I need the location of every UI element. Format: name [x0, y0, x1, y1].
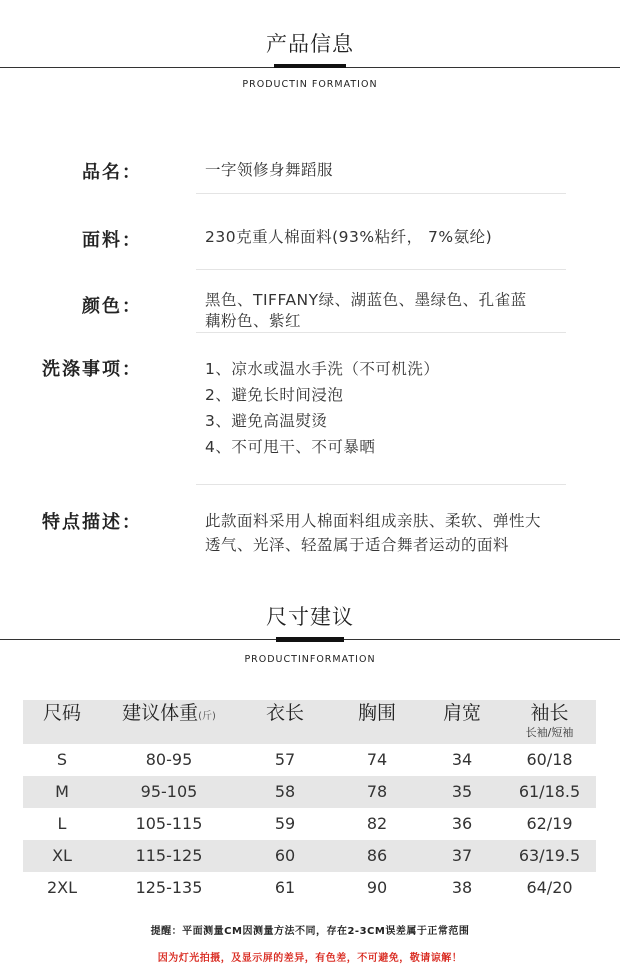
cell-shoulder: 38 [451, 878, 473, 897]
washing-line: 1、凉水或温水手洗（不可机洗） [205, 360, 440, 378]
feature-value [205, 509, 541, 557]
cell-chest: 78 [366, 782, 388, 801]
divider [196, 484, 566, 485]
color-value [205, 290, 527, 332]
cell-shoulder: 34 [451, 750, 473, 769]
cell-length: 60 [274, 846, 296, 865]
washing-line: 4、不可甩干、不可暴晒 [205, 438, 376, 456]
cell-length: 58 [274, 782, 296, 801]
cell-sleeve: 63/19.5 [518, 846, 581, 865]
cell-shoulder: 35 [451, 782, 473, 801]
cell-length: 59 [274, 814, 296, 833]
size-table-header [23, 700, 596, 744]
product-name-label: 品名： [82, 162, 142, 183]
cell-size: L [57, 814, 67, 833]
color-line: 藕粉色、紫红 [205, 312, 302, 330]
table-row [23, 744, 596, 776]
cell-size: S [56, 750, 68, 769]
washing-label: 洗涤事项： [42, 359, 142, 380]
washing-line: 2、避免长时间浸泡 [205, 386, 344, 404]
measurement-note: 提醒：平面测量CM因测量方法不同，存在2-3CM误差属于正常范围 [150, 926, 470, 937]
divider [196, 332, 566, 333]
product-info-subtitle: PRODUCTIN FORMATION [242, 79, 378, 90]
feature-line: 透气、光泽、轻盈属于适合舞者运动的面料 [205, 536, 510, 554]
header-shoulder: 肩宽 [442, 702, 481, 724]
cell-size: XL [52, 846, 72, 865]
product-name-value [205, 159, 333, 181]
cell-length: 61 [274, 878, 296, 897]
header-chest: 胸围 [357, 702, 396, 724]
header-weight-unit: (斤) [198, 711, 216, 722]
feature-label: 特点描述： [42, 512, 142, 533]
divider [196, 193, 566, 194]
cell-size: 2XL [46, 878, 78, 897]
cell-shoulder: 37 [451, 846, 473, 865]
cell-chest: 74 [366, 750, 388, 769]
header-weight [101, 700, 237, 744]
size-section-title: 尺寸建议 [266, 605, 354, 629]
table-row [23, 808, 596, 840]
fabric-line: 230克重人棉面料(93%粘纤， 7%氨纶) [205, 228, 493, 246]
fabric-label: 面料： [82, 230, 142, 251]
cell-chest: 82 [366, 814, 388, 833]
header-weight-label: 建议体重 [122, 702, 199, 724]
cell-chest: 86 [366, 846, 388, 865]
header-sleeve [503, 700, 596, 744]
table-row [23, 872, 596, 904]
cell-length: 57 [274, 750, 296, 769]
cell-size: M [55, 782, 69, 801]
cell-weight: 95-105 [140, 782, 198, 801]
header-length: 衣长 [265, 702, 304, 724]
size-section-accent-bar [276, 637, 344, 642]
cell-weight: 125-135 [135, 878, 203, 897]
product-info-title: 产品信息 [266, 32, 354, 56]
cell-chest: 90 [366, 878, 388, 897]
cell-weight: 105-115 [135, 814, 203, 833]
cell-weight: 115-125 [135, 846, 203, 865]
washing-value [205, 356, 439, 460]
cell-sleeve: 64/20 [526, 878, 573, 897]
divider [196, 269, 566, 270]
color-label: 颜色： [82, 296, 142, 317]
color-disclaimer: 因为灯光拍摄，及显示屏的差异，有色差，不可避免，敬请谅解！ [157, 953, 463, 964]
table-row [23, 840, 596, 872]
washing-line: 3、避免高温熨烫 [205, 412, 328, 430]
product-name-line: 一字领修身舞蹈服 [205, 161, 334, 179]
cell-sleeve: 61/18.5 [518, 782, 581, 801]
header-sleeve-label: 袖长 [530, 702, 569, 724]
product-info-accent-bar [274, 64, 346, 68]
cell-weight: 80-95 [145, 750, 193, 769]
table-row [23, 776, 596, 808]
cell-sleeve: 60/18 [526, 750, 573, 769]
cell-sleeve: 62/19 [526, 814, 573, 833]
header-size: 尺码 [42, 702, 81, 724]
header-sleeve-sub: 长袖/短袖 [525, 726, 574, 739]
fabric-value [205, 226, 492, 248]
color-line: 黑色、TIFFANY绿、湖蓝色、墨绿色、孔雀蓝 [205, 291, 527, 309]
size-section-subtitle: PRODUCTINFORMATION [244, 654, 376, 665]
feature-line: 此款面料采用人棉面料组成亲肤、柔软、弹性大 [205, 512, 542, 530]
cell-shoulder: 36 [451, 814, 473, 833]
